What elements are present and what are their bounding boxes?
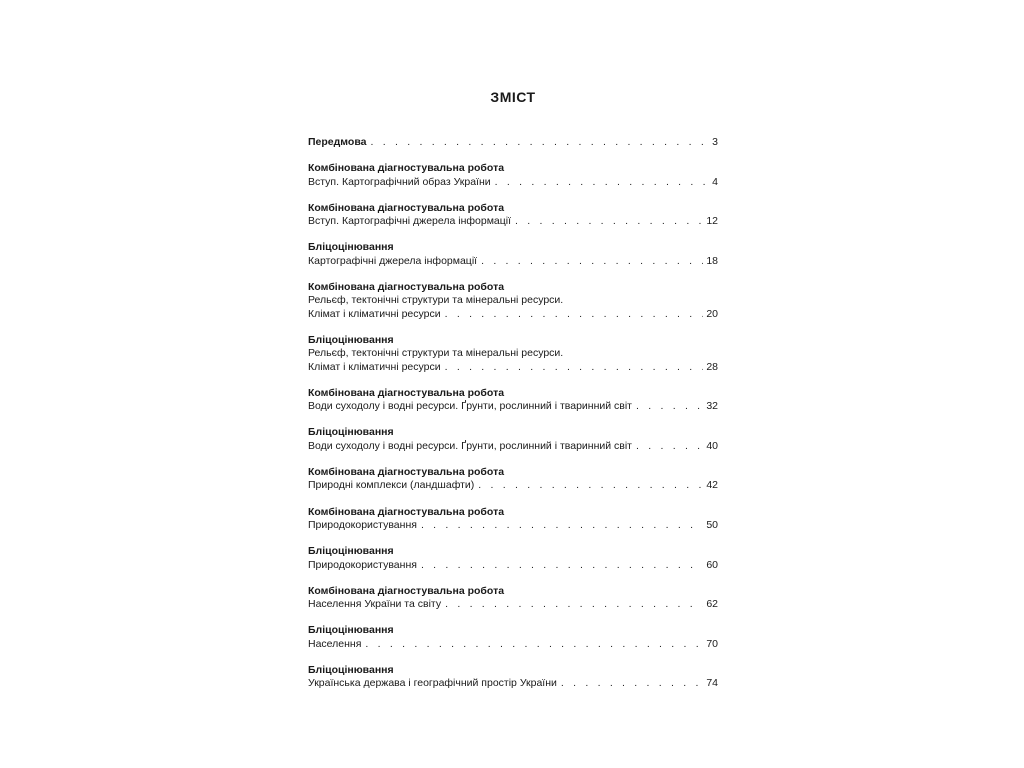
toc-entry xyxy=(308,202,718,229)
toc-entry xyxy=(308,387,718,414)
toc-entry-label: Вступ. Картографічний образ України xyxy=(308,175,491,188)
toc-entry-page-number: 42 xyxy=(706,479,718,492)
toc-entry-page-number: 74 xyxy=(706,677,718,690)
toc-entry-row xyxy=(308,559,718,572)
toc-entry xyxy=(308,506,718,533)
toc-entry-heading: Комбінована діагностувальна робота xyxy=(308,281,505,294)
toc-entry-page-number: 70 xyxy=(706,637,718,650)
dot-leader xyxy=(371,136,710,149)
toc-entry xyxy=(308,162,718,189)
toc-entry-text-line: Рельєф, тектонічні структури та мінеральні ресурси. xyxy=(308,347,564,360)
toc-entry-page-number: 20 xyxy=(706,307,718,320)
toc-entry-label: Води суходолу і водні ресурси. Ґрунти, рослинний і тваринний світ xyxy=(308,439,632,452)
toc-entry-label: Природокористування xyxy=(308,518,417,531)
toc-entry xyxy=(308,545,718,572)
dot-leader xyxy=(365,638,703,651)
toc-entry-page-number: 50 xyxy=(706,518,718,531)
dot-leader xyxy=(515,215,703,228)
toc-entry xyxy=(308,466,718,493)
toc-entry-page-number: 40 xyxy=(706,439,718,452)
toc-entry-page-number: 28 xyxy=(706,360,718,373)
toc-entry-page-number: 62 xyxy=(706,598,718,611)
toc-entry-label: Українська держава і географічний простір України xyxy=(308,677,557,690)
dot-leader xyxy=(421,519,703,532)
toc-entry xyxy=(308,426,718,453)
toc-entry-label: Вступ. Картографічні джерела інформації xyxy=(308,215,512,228)
toc-entry-heading: Комбінована діагностувальна робота xyxy=(308,386,505,399)
toc-entry-heading: Комбінована діагностувальна робота xyxy=(308,466,505,479)
dot-leader xyxy=(445,361,704,374)
toc-entry xyxy=(308,624,718,651)
toc-entry-page-number: 4 xyxy=(712,175,718,188)
toc-entry xyxy=(308,585,718,612)
dot-leader xyxy=(495,176,710,189)
dot-leader xyxy=(445,308,704,321)
toc-entry-label: Природокористування xyxy=(308,558,417,571)
toc-entry-row xyxy=(308,255,718,268)
toc-entry xyxy=(308,136,718,149)
toc-entry-label: Картографічні джерела інформації xyxy=(308,254,478,267)
toc-entry xyxy=(308,281,718,321)
toc-entry-row xyxy=(308,598,718,611)
toc-entry-page-number: 3 xyxy=(712,136,718,148)
toc-entry xyxy=(308,334,718,374)
dot-leader xyxy=(561,677,703,690)
dot-leader xyxy=(445,598,703,611)
toc-entry-text-line: Рельєф, тектонічні структури та мінеральні ресурси. xyxy=(308,294,564,307)
dot-leader xyxy=(478,479,703,492)
toc-entry-label: Природні комплекси (ландшафти) xyxy=(308,479,475,492)
toc-page xyxy=(308,88,718,704)
toc-entry-label: Клімат і кліматичні ресурси xyxy=(308,360,441,373)
toc-entry-label: Клімат і кліматичні ресурси xyxy=(308,307,441,320)
toc-entry xyxy=(308,241,718,268)
toc-entry-heading: Бліцоцінювання xyxy=(308,333,394,346)
toc-entry-page-number: 12 xyxy=(706,215,718,228)
toc-entry-row xyxy=(308,136,718,149)
toc-entry-page-number: 18 xyxy=(706,254,718,267)
toc-entry-row xyxy=(308,308,718,321)
toc-entry-row xyxy=(308,176,718,189)
toc-list xyxy=(308,136,718,691)
toc-title: ЗМІСТ xyxy=(490,89,536,105)
dot-leader xyxy=(421,559,703,572)
dot-leader xyxy=(636,440,703,453)
toc-entry-heading: Комбінована діагностувальна робота xyxy=(308,505,505,518)
toc-entry-page-number: 60 xyxy=(706,558,718,571)
toc-entry-row xyxy=(308,361,718,374)
toc-entry-heading: Бліцоцінювання xyxy=(308,545,394,558)
toc-entry-row xyxy=(308,677,718,690)
toc-entry-label: Населення України та світу xyxy=(308,598,442,611)
toc-entry-label: Передмова xyxy=(308,136,367,148)
toc-entry-page-number: 32 xyxy=(706,400,718,413)
toc-entry-label: Населення xyxy=(308,637,362,650)
toc-entry-heading: Комбінована діагностувальна робота xyxy=(308,162,505,175)
toc-entry-heading: Комбінована діагностувальна робота xyxy=(308,201,505,214)
toc-entry-heading: Комбінована діагностувальна робота xyxy=(308,584,505,597)
toc-entry-heading: Бліцоцінювання xyxy=(308,664,394,677)
toc-entry-row xyxy=(308,215,718,228)
toc-entry-row xyxy=(308,479,718,492)
toc-entry-row xyxy=(308,440,718,453)
toc-entry-heading: Бліцоцінювання xyxy=(308,624,394,637)
toc-entry-label: Води суходолу і водні ресурси. Ґрунти, рослинний і тваринний світ xyxy=(308,400,632,413)
toc-entry-row xyxy=(308,400,718,413)
toc-entry xyxy=(308,664,718,691)
toc-entry-row xyxy=(308,519,718,532)
toc-entry-heading: Бліцоцінювання xyxy=(308,241,394,254)
toc-entry-heading: Бліцоцінювання xyxy=(308,426,394,439)
dot-leader xyxy=(636,400,703,413)
dot-leader xyxy=(481,255,703,268)
toc-entry-row xyxy=(308,638,718,651)
